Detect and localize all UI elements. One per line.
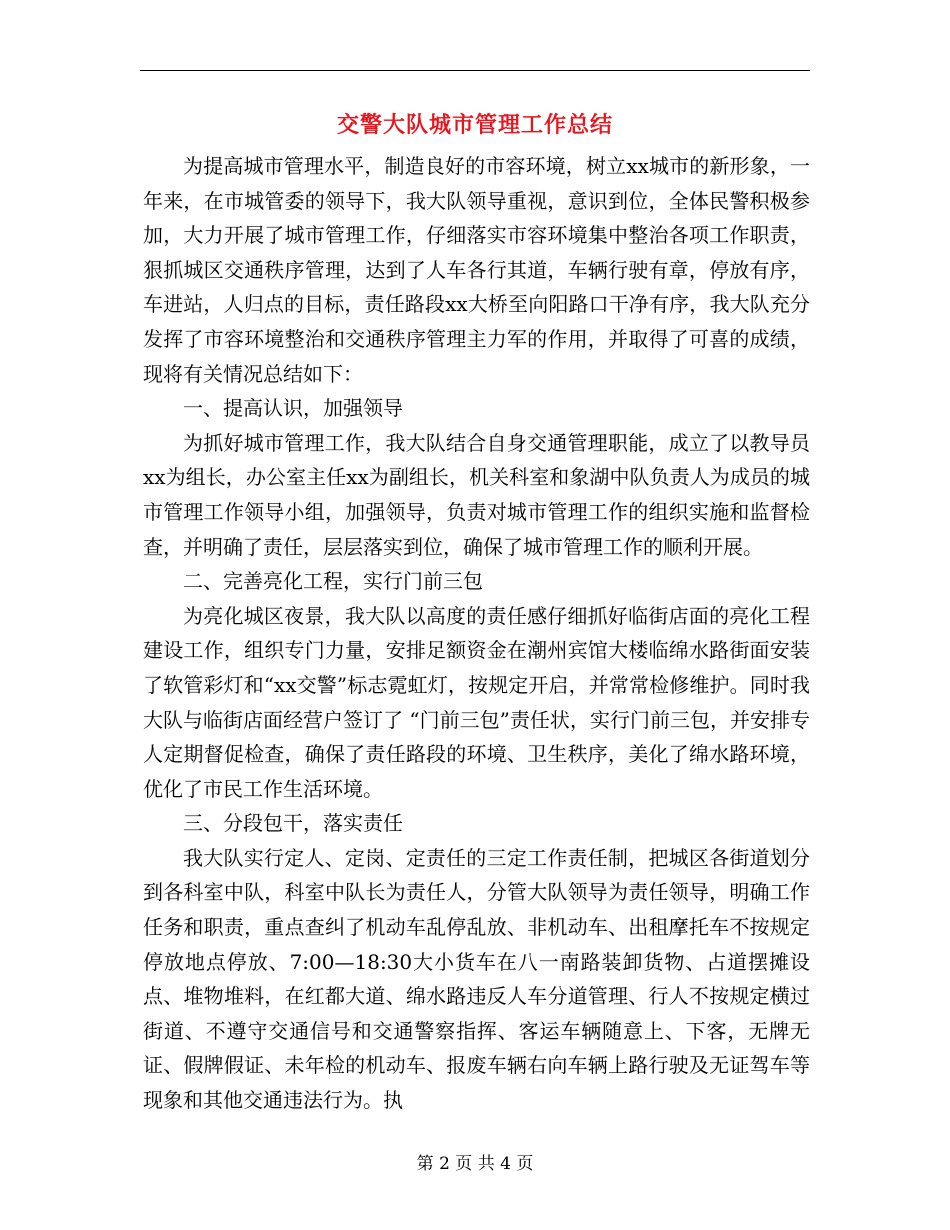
paragraph-section-2: 为亮化城区夜景，我大队以高度的责任感仔细抓好临街店面的亮化工程建设工作，组织专门力量，安排足额资金在潮州宾馆大楼临绵水路街面安装了软管彩灯和“xx交警”标志霓虹灯，按规定开启，并常常检修维护。同时我大队与临街店面经营户签订了 “门前三包”责任状，实行门前三包，并安排专人定期督促检查，确保了责任路段的环境、卫生秩序，美化了绵水路环境，优化了市民工作生活环境。 [143, 603, 810, 801]
section-heading-3: 三、分段包干，落实责任 [183, 811, 403, 836]
section-heading-1: 一、提高认识，加强领导 [183, 396, 403, 421]
document-body [143, 149, 810, 1118]
paragraph-intro: 为提高城市管理水平，制造良好的市容环境，树立xx城市的新形象，一年来，在市城管委的领导下，我大队领导重视，意识到位，全体民警积极参加，大力开展了城市管理工作，仔细落实市容环境集中整治各项工作职责，狠抓城区交通秩序管理，达到了人车各行其道，车辆行驶有章，停放有序，车进站，人归点的目标，责任路段xx大桥至向阳路口干净有序，我大队充分发挥了市容环境整治和交通秩序管理主力军的作用，并取得了可喜的成绩，现将有关情况总结如下： [143, 154, 810, 386]
section-heading-2: 二、完善亮化工程，实行门前三包 [183, 569, 483, 594]
document-title: 交警大队城市管理工作总结 [336, 112, 613, 138]
header-rule [140, 70, 810, 71]
paragraph-section-3: 我大队实行定人、定岗、定责任的三定工作责任制，把城区各街道划分到各科室中队，科室中队长为责任人，分管大队领导为责任领导，明确工作任务和职责，重点查纠了机动车乱停乱放、非机动车、出租摩托车不按规定停放地点停放、7:00—18:30大小货车在八一南路装卸货物、占道摆摊设点、堆物堆料，在红都大道、绵水路违反人车分道管理、行人不按规定横过街道、不遵守交通信号和交通警察指挥、客运车辆随意上、下客，无牌无证、假牌假证、未年检的机动车、报废车辆右向车辆上路行驶及无证驾车等现象和其他交通违法行为。执 [143, 845, 810, 1113]
paragraph-section-1: 为抓好城市管理工作，我大队结合自身交通管理职能，成立了以教导员xx为组长，办公室主任xx为副组长，机关科室和象湖中队负责人为成员的城市管理工作领导小组，加强领导，负责对城市管理工作的组织实施和监督检查，并明确了责任，层层落实到位，确保了城市管理工作的顺利开展。 [143, 430, 810, 559]
page-number-footer: 第 2 页 共 4 页 [416, 1154, 534, 1174]
